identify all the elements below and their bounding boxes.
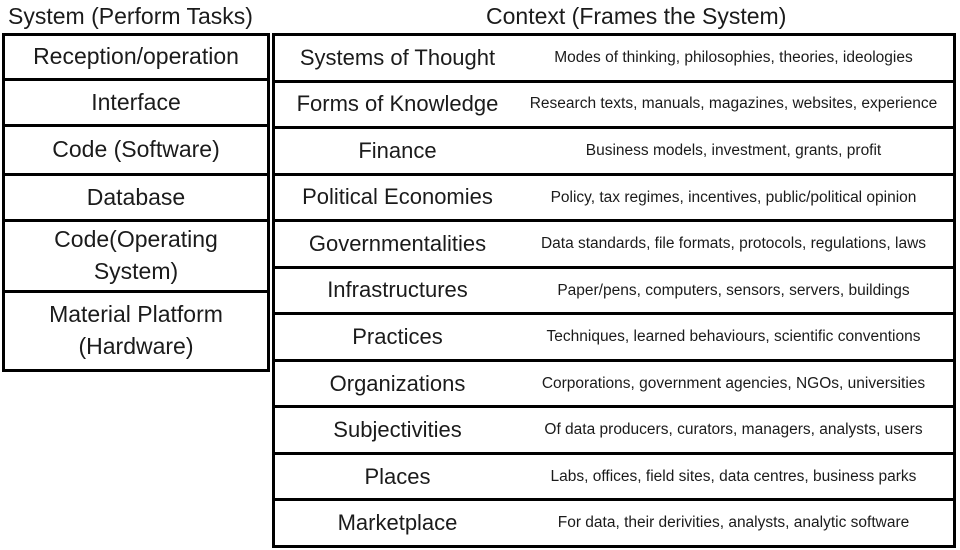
context-row-systems-of-thought xyxy=(275,36,953,83)
system-row-label: Reception/operation xyxy=(33,43,239,70)
system-row-code-software xyxy=(5,127,267,176)
system-row-label: Interface xyxy=(91,88,181,115)
context-row-description: Modes of thinking, philosophies, theories, ideologies xyxy=(554,48,913,66)
context-row-description: Labs, offices, field sites, data centres, business parks xyxy=(550,467,917,485)
context-row-title: Governmentalities xyxy=(308,230,487,256)
system-table xyxy=(2,33,270,372)
system-row-label: Material Platform (Hardware) xyxy=(49,301,223,359)
context-row-description: Techniques, learned behaviours, scientific conventions xyxy=(546,328,921,346)
context-row-forms-of-knowledge xyxy=(275,83,953,130)
context-row-organizations xyxy=(275,362,953,409)
context-row-description: Of data producers, curators, managers, analysts, users xyxy=(544,421,923,439)
context-row-subjectivities xyxy=(275,408,953,455)
context-row-title: Forms of Knowledge xyxy=(296,91,499,117)
context-row-title: Places xyxy=(364,463,431,489)
context-row-infrastructures xyxy=(275,269,953,316)
context-row-description: Paper/pens, computers, sensors, servers, buildings xyxy=(557,281,910,299)
context-row-title: Subjectivities xyxy=(333,417,462,443)
system-row-database xyxy=(5,176,267,222)
system-column-header: System (Perform Tasks) xyxy=(8,3,253,29)
context-row-political-economies xyxy=(275,176,953,223)
system-row-interface xyxy=(5,81,267,127)
context-row-title: Systems of Thought xyxy=(299,44,496,70)
context-row-title: Marketplace xyxy=(337,510,458,536)
context-row-title: Organizations xyxy=(329,370,466,396)
context-row-title: Political Economies xyxy=(302,184,493,210)
system-row-material-platform xyxy=(5,293,267,369)
system-row-code-os xyxy=(5,222,267,293)
context-column-header: Context (Frames the System) xyxy=(486,3,787,29)
context-row-title: Practices xyxy=(352,323,443,349)
context-row-marketplace xyxy=(275,501,953,545)
system-row-reception xyxy=(5,36,267,81)
context-row-description: Business models, investment, grants, profit xyxy=(585,141,882,159)
context-row-description: Corporations, government agencies, NGOs, universities xyxy=(541,374,926,392)
context-row-description: Policy, tax regimes, incentives, public/political opinion xyxy=(550,188,917,206)
context-table xyxy=(272,33,956,548)
context-row-title: Infrastructures xyxy=(327,277,468,303)
context-row-finance xyxy=(275,129,953,176)
context-row-governmentalities xyxy=(275,222,953,269)
system-row-label: Code (Software) xyxy=(52,136,220,163)
context-row-description: For data, their derivities, analysts, analytic software xyxy=(557,514,910,532)
context-row-description: Research texts, manuals, magazines, websites, experience xyxy=(529,95,938,113)
system-row-label: Database xyxy=(86,183,186,210)
context-row-practices xyxy=(275,315,953,362)
context-row-description: Data standards, file formats, protocols, regulations, laws xyxy=(540,235,927,253)
system-row-label: Code(Operating System) xyxy=(54,226,218,284)
context-row-title: Finance xyxy=(358,137,437,163)
context-row-places xyxy=(275,455,953,502)
